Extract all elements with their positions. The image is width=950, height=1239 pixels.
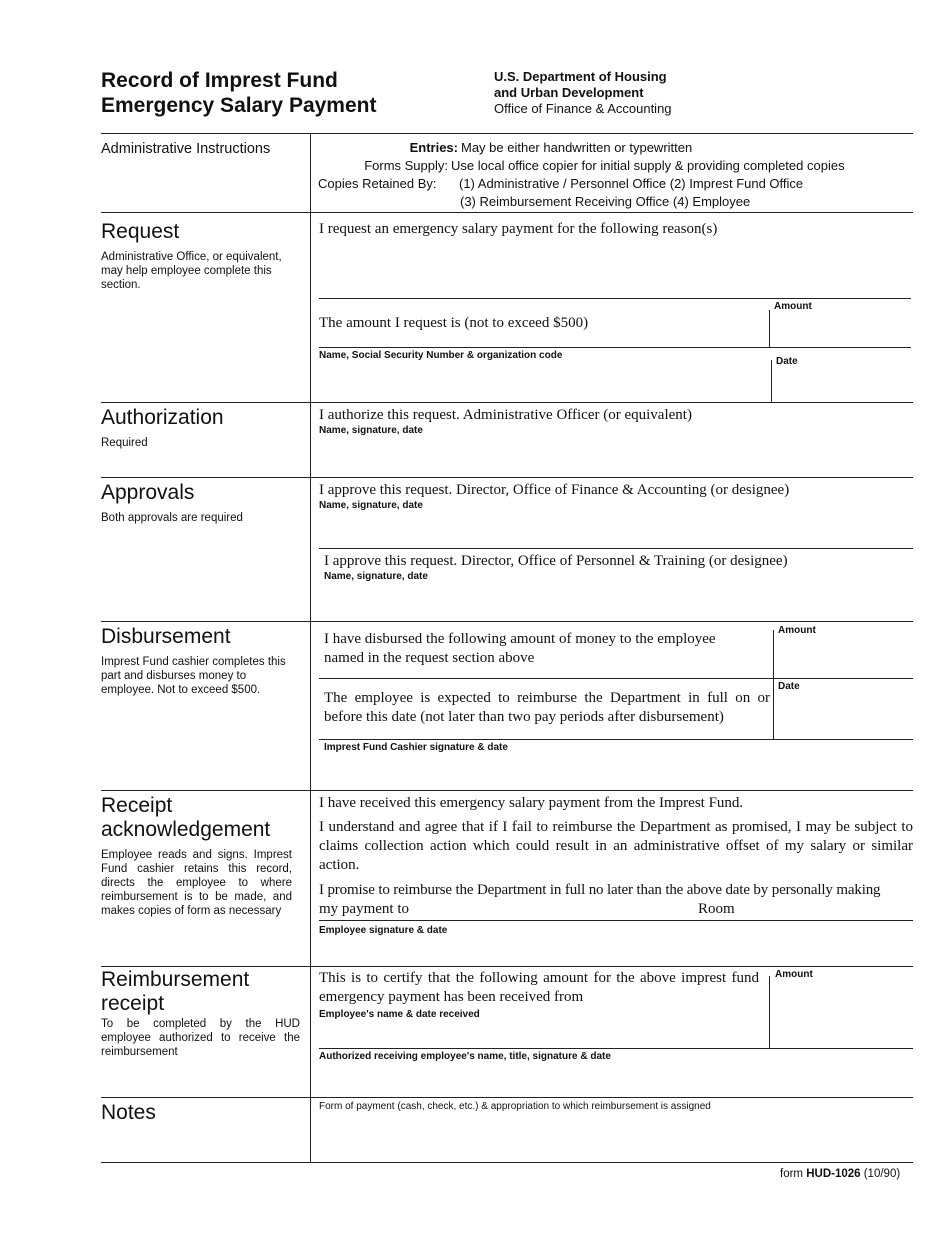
reimbursement-heading-line2: receipt — [101, 992, 165, 1015]
request-top-rule — [101, 212, 913, 213]
copies-value-2: (3) Reimbursement Receiving Office (4) Employee — [460, 194, 751, 209]
approval-personnel-text: I approve this request. Director, Office of Personnel & Training (or designee) — [324, 553, 788, 569]
approval-personnel-signature-input[interactable] — [324, 586, 903, 618]
admin-label: Administrative Instructions — [101, 141, 271, 157]
approval-finance-signature-input[interactable] — [319, 515, 903, 547]
disbursement-instructions: Imprest Fund cashier completes this part and disburses money to employee. Not to exceed $500. — [101, 656, 286, 696]
approval-finance-text: I approve this request. Director, Office of Finance & Accounting (or designee) — [319, 482, 790, 498]
receipt-heading-line2: acknowledgement — [101, 818, 271, 841]
authorization-bottom-rule — [101, 477, 913, 478]
receipt-text-2: I understand and agree that if I fail to reimburse the Department as promised, I may be subject to claims collection action which could result in an administrative offset of my salary or similar action. — [319, 819, 913, 873]
approvals-bottom-rule — [101, 621, 913, 622]
form-number-prefix: form — [780, 1168, 807, 1180]
approval-divider-rule — [319, 548, 913, 549]
entries-key: Entries: — [409, 140, 458, 155]
request-name-label: Name, Social Security Number & organization code — [319, 350, 563, 361]
reimbursement-instructions: To be completed by the HUD employee authorized to receive the reimbursement — [101, 1018, 300, 1058]
reimbursement-name-label: Employee's name & date received — [319, 1009, 480, 1020]
cashier-sig-prefix: Imprest Fund — [324, 742, 391, 753]
request-instructions: Administrative Office, or equivalent, may help employee complete this section. — [101, 251, 282, 291]
reimbursement-heading-line1: Reimbursement — [101, 968, 250, 991]
notes-label: Form of payment (cash, check, etc.) & appropriation to which reimbursement is assigned — [319, 1101, 711, 1112]
cashier-sig-suffix: signature & date — [426, 742, 508, 753]
supply-value: Use local office copier for initial supply & providing completed copies — [451, 158, 845, 173]
room-input[interactable] — [742, 900, 896, 920]
column-divider — [310, 134, 311, 1163]
disbursement-divider — [773, 630, 774, 740]
reimbursement-sig-rule — [319, 1048, 913, 1049]
receipt-text-3: I promise to reimburse the Department in full no later than the above date by personally making — [319, 882, 881, 898]
request-amount-label: Amount — [774, 301, 812, 312]
request-amount-divider — [769, 310, 770, 347]
receipt-bottom-rule — [101, 966, 913, 967]
approvals-sub: Both approvals are required — [101, 512, 243, 524]
employee-signature-input[interactable] — [319, 940, 903, 964]
payment-to-input[interactable] — [420, 900, 694, 920]
approval-finance-sig-label: Name, signature, date — [319, 500, 423, 511]
request-date-divider — [771, 360, 772, 402]
reimbursement-name-input[interactable] — [319, 1024, 763, 1046]
form-id: HUD-1026 — [806, 1168, 861, 1180]
employee-sig-label: Employee signature & date — [319, 925, 448, 936]
form-bottom-rule — [101, 1162, 913, 1163]
authorization-signature-input[interactable] — [319, 440, 903, 474]
reason-input[interactable] — [319, 244, 903, 296]
disbursement-amount-input[interactable] — [778, 641, 912, 671]
request-reason-prompt: I request an emergency salary payment for the following reason(s) — [319, 221, 718, 237]
authorization-sub: Required — [101, 437, 148, 449]
request-date-label: Date — [776, 356, 798, 367]
approval-personnel-sig-label: Name, signature, date — [324, 571, 428, 582]
receiving-employee-signature-input[interactable] — [319, 1066, 903, 1094]
approvals-heading: Approvals — [101, 481, 195, 504]
cashier-sig-label — [324, 742, 508, 754]
agency-block — [494, 69, 672, 117]
request-amount-text: The amount I request is (not to exceed $500) — [319, 315, 589, 331]
copies-value-1: (1) Administrative / Personnel Office (2) Imprest Fund Office — [459, 176, 804, 191]
copies-key: Copies Retained By: — [318, 176, 437, 191]
disbursement-text: I have disbursed the following amount of money to the employee named in the request section above — [324, 631, 716, 666]
cashier-sig-bold: Cashier — [390, 742, 427, 753]
receipt-text-1: I have received this emergency salary payment from the Imprest Fund. — [319, 795, 744, 811]
receipt-heading — [101, 794, 270, 842]
entries-value: May be either handwritten or typewritten — [461, 140, 693, 155]
reimbursement-amount-input[interactable] — [775, 986, 909, 1044]
form-title — [101, 68, 376, 118]
receiving-employee-label: Authorized receiving employee's name, title, signature & date — [319, 1051, 611, 1062]
agency-line3: Office of Finance & Accounting — [494, 101, 672, 116]
notes-input[interactable] — [319, 1118, 903, 1160]
disbursement-heading: Disbursement — [101, 625, 231, 648]
request-heading: Request — [101, 220, 180, 243]
request-amount-input[interactable] — [774, 316, 908, 344]
reimbursement-bottom-rule — [101, 1097, 913, 1098]
title-line2: Emergency Salary Payment — [101, 94, 377, 117]
agency-line2: and Urban Development — [494, 85, 644, 100]
notes-heading: Notes — [101, 1101, 156, 1124]
disbursement-date-input[interactable] — [778, 697, 912, 729]
authorization-sig-label: Name, signature, date — [319, 425, 423, 436]
request-name-input[interactable] — [319, 366, 763, 398]
agency-line1: U.S. Department of Housing — [494, 69, 667, 84]
disbursement-mid-rule — [319, 678, 913, 679]
authorization-text: I authorize this request. Administrative Officer (or equivalent) — [319, 407, 692, 423]
reimbursement-amount-divider — [769, 976, 770, 1048]
authorization-heading: Authorization — [101, 406, 224, 429]
room-label: Room — [698, 901, 735, 917]
reason-rule — [319, 298, 911, 299]
authorization-top-rule — [101, 402, 310, 403]
admin-top-rule — [101, 133, 913, 134]
disbursement-date-label: Date — [778, 681, 800, 692]
receipt-sig-rule — [319, 920, 913, 921]
cashier-signature-input[interactable] — [324, 757, 908, 787]
reimburse-deadline-text: The employee is expected to reimburse the Department in full on or before this date (not later than two pay periods after disbursement) — [324, 690, 770, 725]
title-line1: Record of Imprest Fund — [101, 69, 338, 92]
receipt-instructions: Employee reads and signs. Imprest Fund cashier retains this record, directs the employee to where reimbursement is to be made, and makes copies of form as necessary — [101, 849, 292, 917]
disbursement-sig-rule — [319, 739, 913, 740]
supply-key: Forms Supply: — [364, 158, 448, 173]
disbursement-bottom-rule — [101, 790, 913, 791]
reimbursement-heading — [101, 968, 249, 1016]
reimbursement-cert-text: This is to certify that the following amount for the above imprest fund emergency payment has been received from — [319, 970, 759, 1005]
amount-rule — [319, 347, 911, 348]
form-number — [780, 1168, 900, 1180]
reimbursement-amount-label: Amount — [775, 969, 813, 980]
request-bottom-rule — [310, 402, 913, 403]
payment-to-label: my payment to — [319, 901, 409, 917]
receipt-heading-line1: Receipt — [101, 794, 173, 817]
disbursement-amount-label: Amount — [778, 625, 816, 636]
request-date-input[interactable] — [776, 372, 910, 400]
form-date: (10/90) — [860, 1168, 901, 1180]
